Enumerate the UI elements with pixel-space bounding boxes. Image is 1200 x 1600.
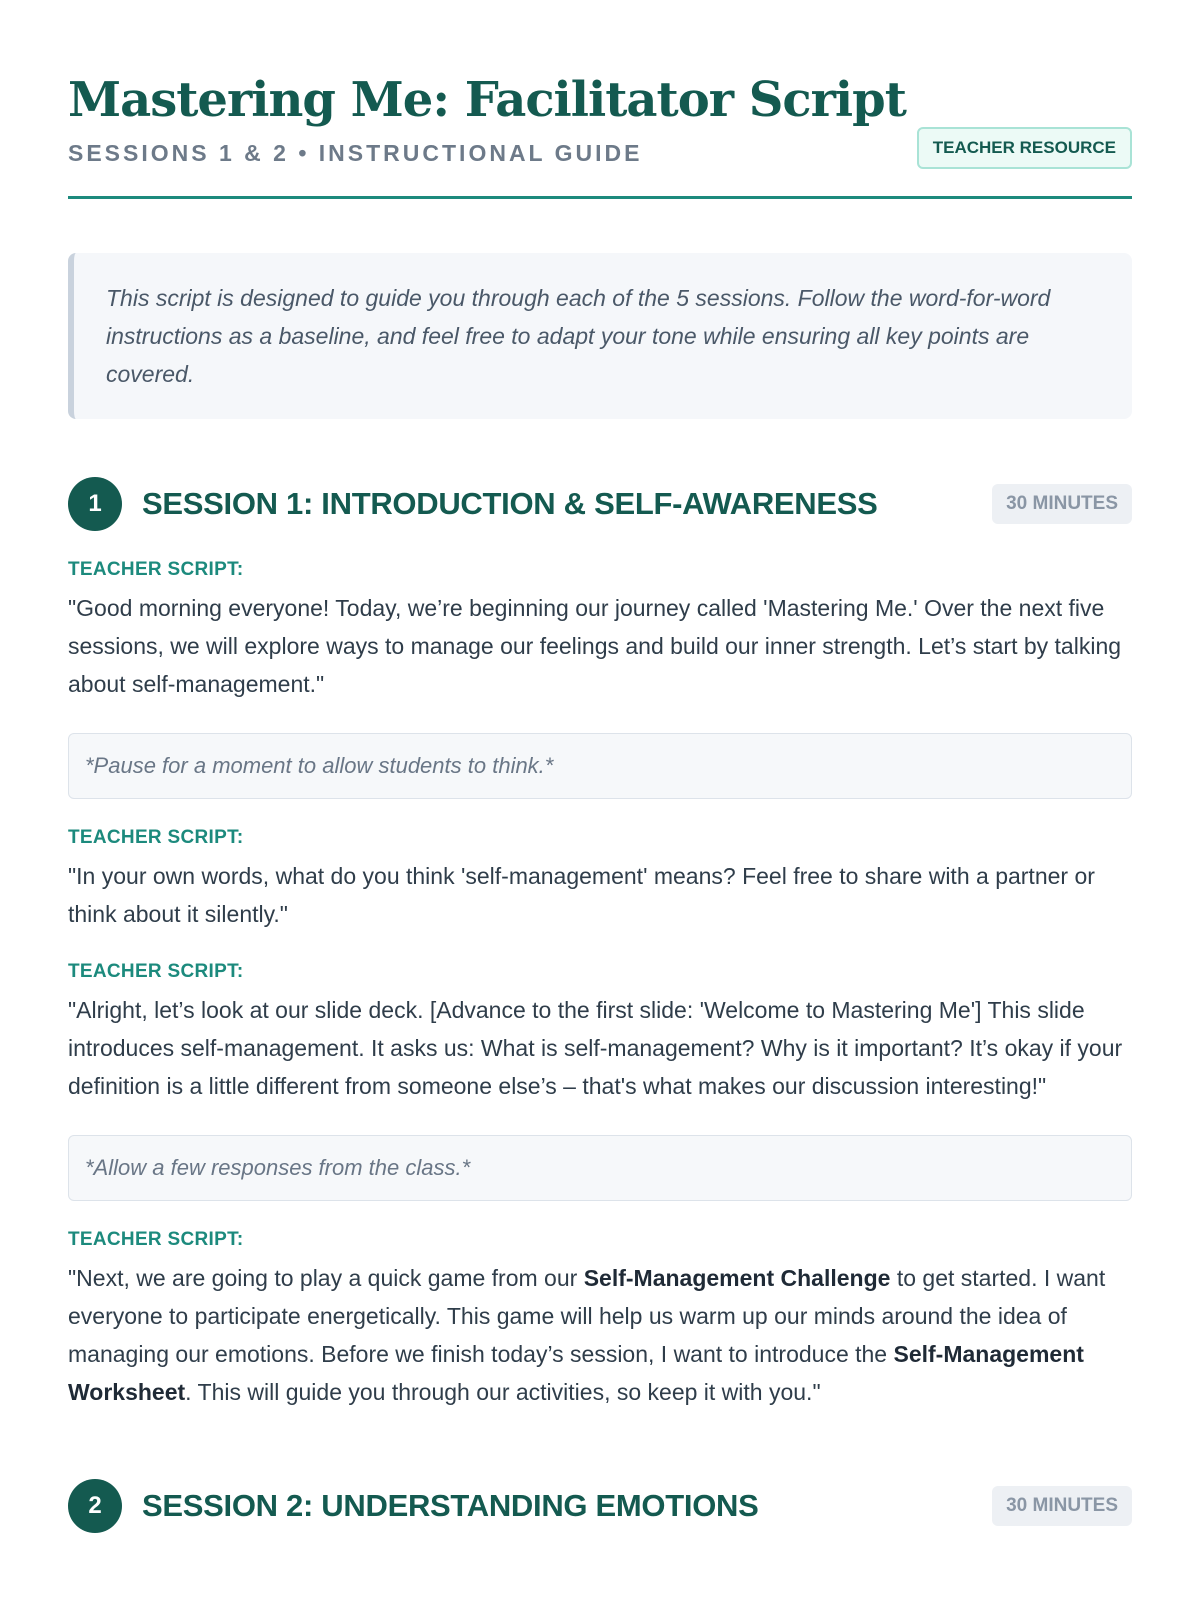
teacher-script-text [68, 1259, 1132, 1411]
self-management-worksheet-term: Self-Management Worksheet [68, 1341, 1084, 1405]
header-divider [68, 196, 1132, 199]
session-number-badge: 2 [68, 1479, 122, 1533]
teacher-script-label: TEACHER SCRIPT: [68, 827, 244, 848]
session-2-header [68, 1479, 1132, 1533]
document-header [68, 0, 1132, 199]
script-text-segment: to get started. I want everyone to participate energetically. This game will help us warm up our minds around the idea of managing our emotions. Before we finish today’s session, I want to introduce the [68, 1265, 1106, 1367]
stage-direction-note: *Pause for a moment to allow students to think.* [68, 733, 1132, 799]
script-text-segment: "Next, we are going to play a quick game from our [68, 1265, 584, 1291]
session-title: SESSION 1: INTRODUCTION & SELF-AWARENESS [142, 486, 878, 521]
teacher-script-text: "Alright, let’s look at our slide deck. [Advance to the first slide: 'Welcome to Mastering Me'] This slide introduces self-management. It asks us: What is self-management? Why is it important? It’s okay if your definition is a little different from someone else’s – that's what makes our discussion interesting!" [68, 997, 1123, 1099]
teacher-script-text: "Good morning everyone! Today, we’re beginning our journey called 'Mastering Me.' Over the next five sessions, we will explore ways to manage our feelings and build our inner strength. Let’s start by talking about self-management." [68, 595, 1122, 697]
teacher-script-label: TEACHER SCRIPT: [68, 961, 244, 982]
teacher-script-label: TEACHER SCRIPT: [68, 1229, 244, 1250]
stage-direction-note: *Allow a few responses from the class.* [68, 1135, 1132, 1201]
duration-badge: 30 MINUTES [992, 484, 1132, 524]
page-title: Mastering Me: Facilitator Script [68, 72, 906, 128]
session-1-header [68, 477, 1132, 531]
page-subtitle: SESSIONS 1 & 2 • INSTRUCTIONAL GUIDE [68, 140, 643, 166]
session-title: SESSION 2: UNDERSTANDING EMOTIONS [142, 1488, 759, 1523]
teacher-resource-badge: TEACHER RESOURCE [917, 127, 1132, 169]
script-text-segment: . This will guide you through our activities, so keep it with you." [185, 1379, 821, 1405]
intro-callout: This script is designed to guide you through each of the 5 sessions. Follow the word-for-word instructions as a baseline, and feel free to adapt your tone while ensuring all key points are covered. [68, 253, 1132, 419]
self-management-challenge-term: Self-Management Challenge [583, 1265, 891, 1291]
duration-badge: 30 MINUTES [992, 1486, 1132, 1526]
session-number-badge: 1 [68, 477, 122, 531]
teacher-script-label: TEACHER SCRIPT: [68, 559, 244, 580]
session-1 [68, 477, 1132, 1411]
session-2 [68, 1479, 1132, 1533]
teacher-script-text: "In your own words, what do you think 'self-management' means? Feel free to share with a partner or think about it silently." [68, 863, 1095, 927]
